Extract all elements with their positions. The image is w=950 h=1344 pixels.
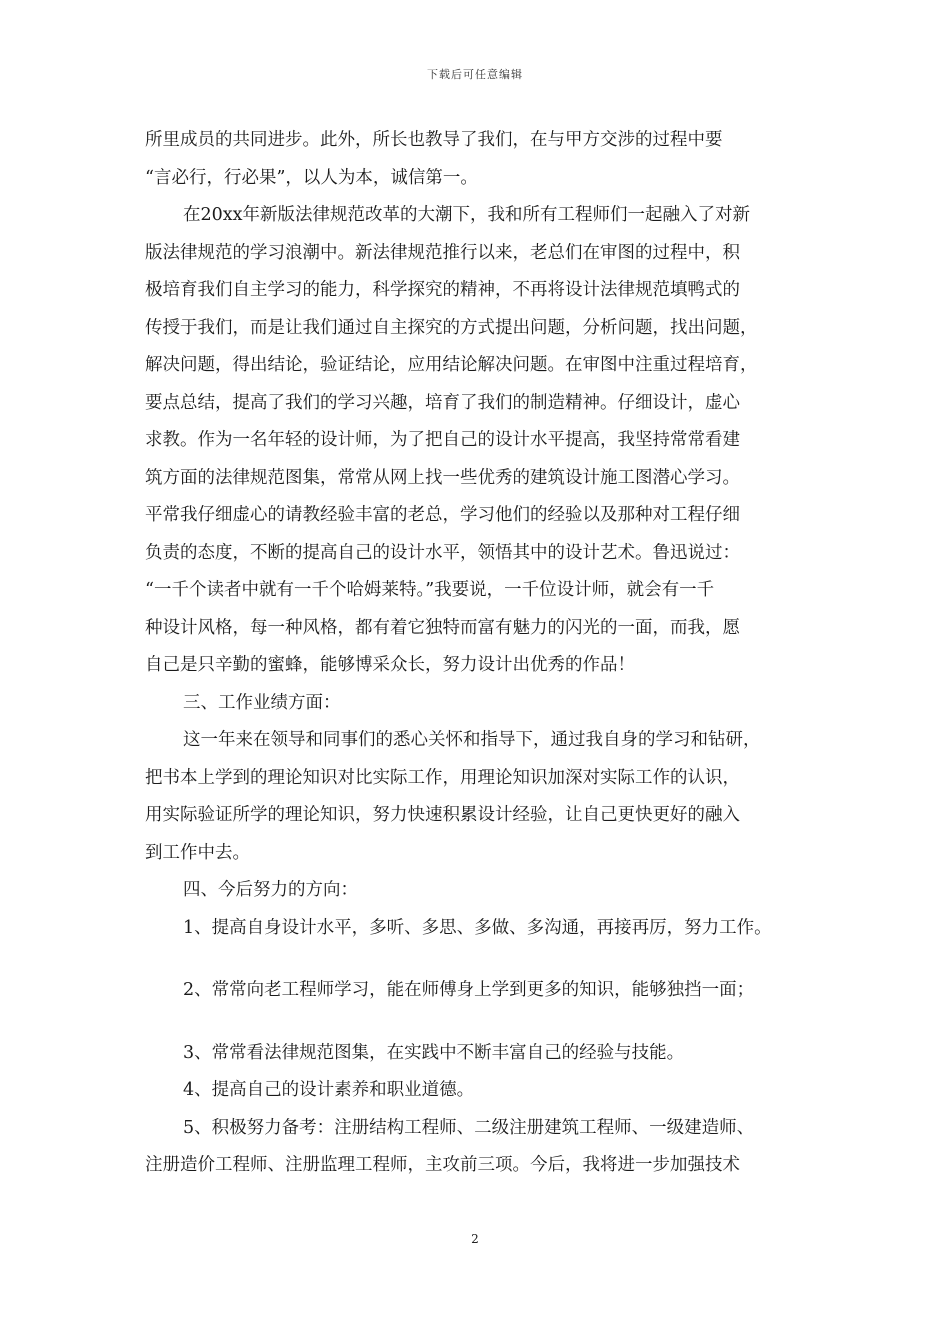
text-line: 种设计风格，每一种风格，都有着它独特而富有魅力的闪光的一面，而我，愿: [145, 617, 740, 638]
text-line: 版法律规范的学习浪潮中。新法律规范推行以来，老总们在审图的过程中，积: [145, 242, 740, 263]
text-line: 要点总结，提高了我们的学习兴趣，培育了我们的制造精神。仔细设计，虚心: [145, 392, 740, 413]
document-body: [145, 122, 825, 1185]
text-line: 所里成员的共同进步。此外，所长也教导了我们，在与甲方交涉的过程中要: [145, 130, 723, 150]
list-item: 1、提高自身设计水平，多听、多思、多做、多沟通，再接再厉，努力工作。: [183, 917, 772, 938]
list-item: 5、积极努力备考：注册结构工程师、二级注册建筑工程师、一级建造师、: [183, 1117, 755, 1138]
text-line: 极培育我们自主学习的能力，科学探究的精神，不再将设计法律规范填鸭式的: [145, 280, 740, 300]
text-line: 求教。作为一名年轻的设计师，为了把自己的设计水平提高，我坚持常常看建: [145, 430, 740, 450]
text-line: 用实际验证所学的理论知识，努力快速积累设计经验，让自己更快更好的融入: [145, 805, 740, 825]
section-heading: 三、工作业绩方面：: [183, 692, 341, 713]
text-line: 到工作中去。: [145, 842, 250, 863]
section-heading: 四、今后努力的方向：: [183, 880, 358, 900]
text-line: 解决问题，得出结论，验证结论，应用结论解决问题。在审图中注重过程培育，: [145, 355, 758, 375]
page-number: 2: [471, 1232, 479, 1246]
text-line: 自己是只辛勤的蜜蜂，能够博采众长，努力设计出优秀的作品！: [145, 655, 635, 675]
text-line: 注册造价工程师、注册监理工程师，主攻前三项。今后，我将进一步加强技术: [145, 1155, 740, 1175]
list-item: 3、常常看法律规范图集，在实践中不断丰富自己的经验与技能。: [183, 1042, 685, 1063]
text-line: 在20xx年新版法律规范改革的大潮下，我和所有工程师们一起融入了对新: [183, 205, 751, 225]
text-line: 传授于我们，而是让我们通过自主探究的方式提出问题，分析问题，找出问题，: [145, 317, 758, 338]
text-line: 把书本上学到的理论知识对比实际工作，用理论知识加深对实际工作的认识，: [145, 767, 740, 788]
text-line: 筑方面的法律规范图集，常常从网上找一些优秀的建筑设计施工图潜心学习。: [145, 467, 740, 488]
list-item: 4、提高自己的设计素养和职业道德。: [183, 1080, 475, 1100]
text-line: 平常我仔细虚心的请教经验丰富的老总，学习他们的经验以及那种对工程仔细: [145, 505, 740, 525]
text-line: “一千个读者中就有一千个哈姆莱特。”我要说，一千位设计师，就会有一千: [145, 580, 715, 600]
text-line: 这一年来在领导和同事们的悉心关怀和指导下，通过我自身的学习和钻研，: [183, 730, 761, 750]
text-line: “言必行，行必果”，以人为本，诚信第一。: [145, 167, 478, 188]
text-line: 负责的态度，不断的提高自己的设计水平，领悟其中的设计艺术。鲁迅说过：: [145, 542, 740, 563]
page-header: 下载后可任意编辑: [427, 68, 523, 81]
list-item: 2、常常向老工程师学习，能在师傅身上学到更多的知识，能够独挡一面；: [183, 980, 755, 1000]
